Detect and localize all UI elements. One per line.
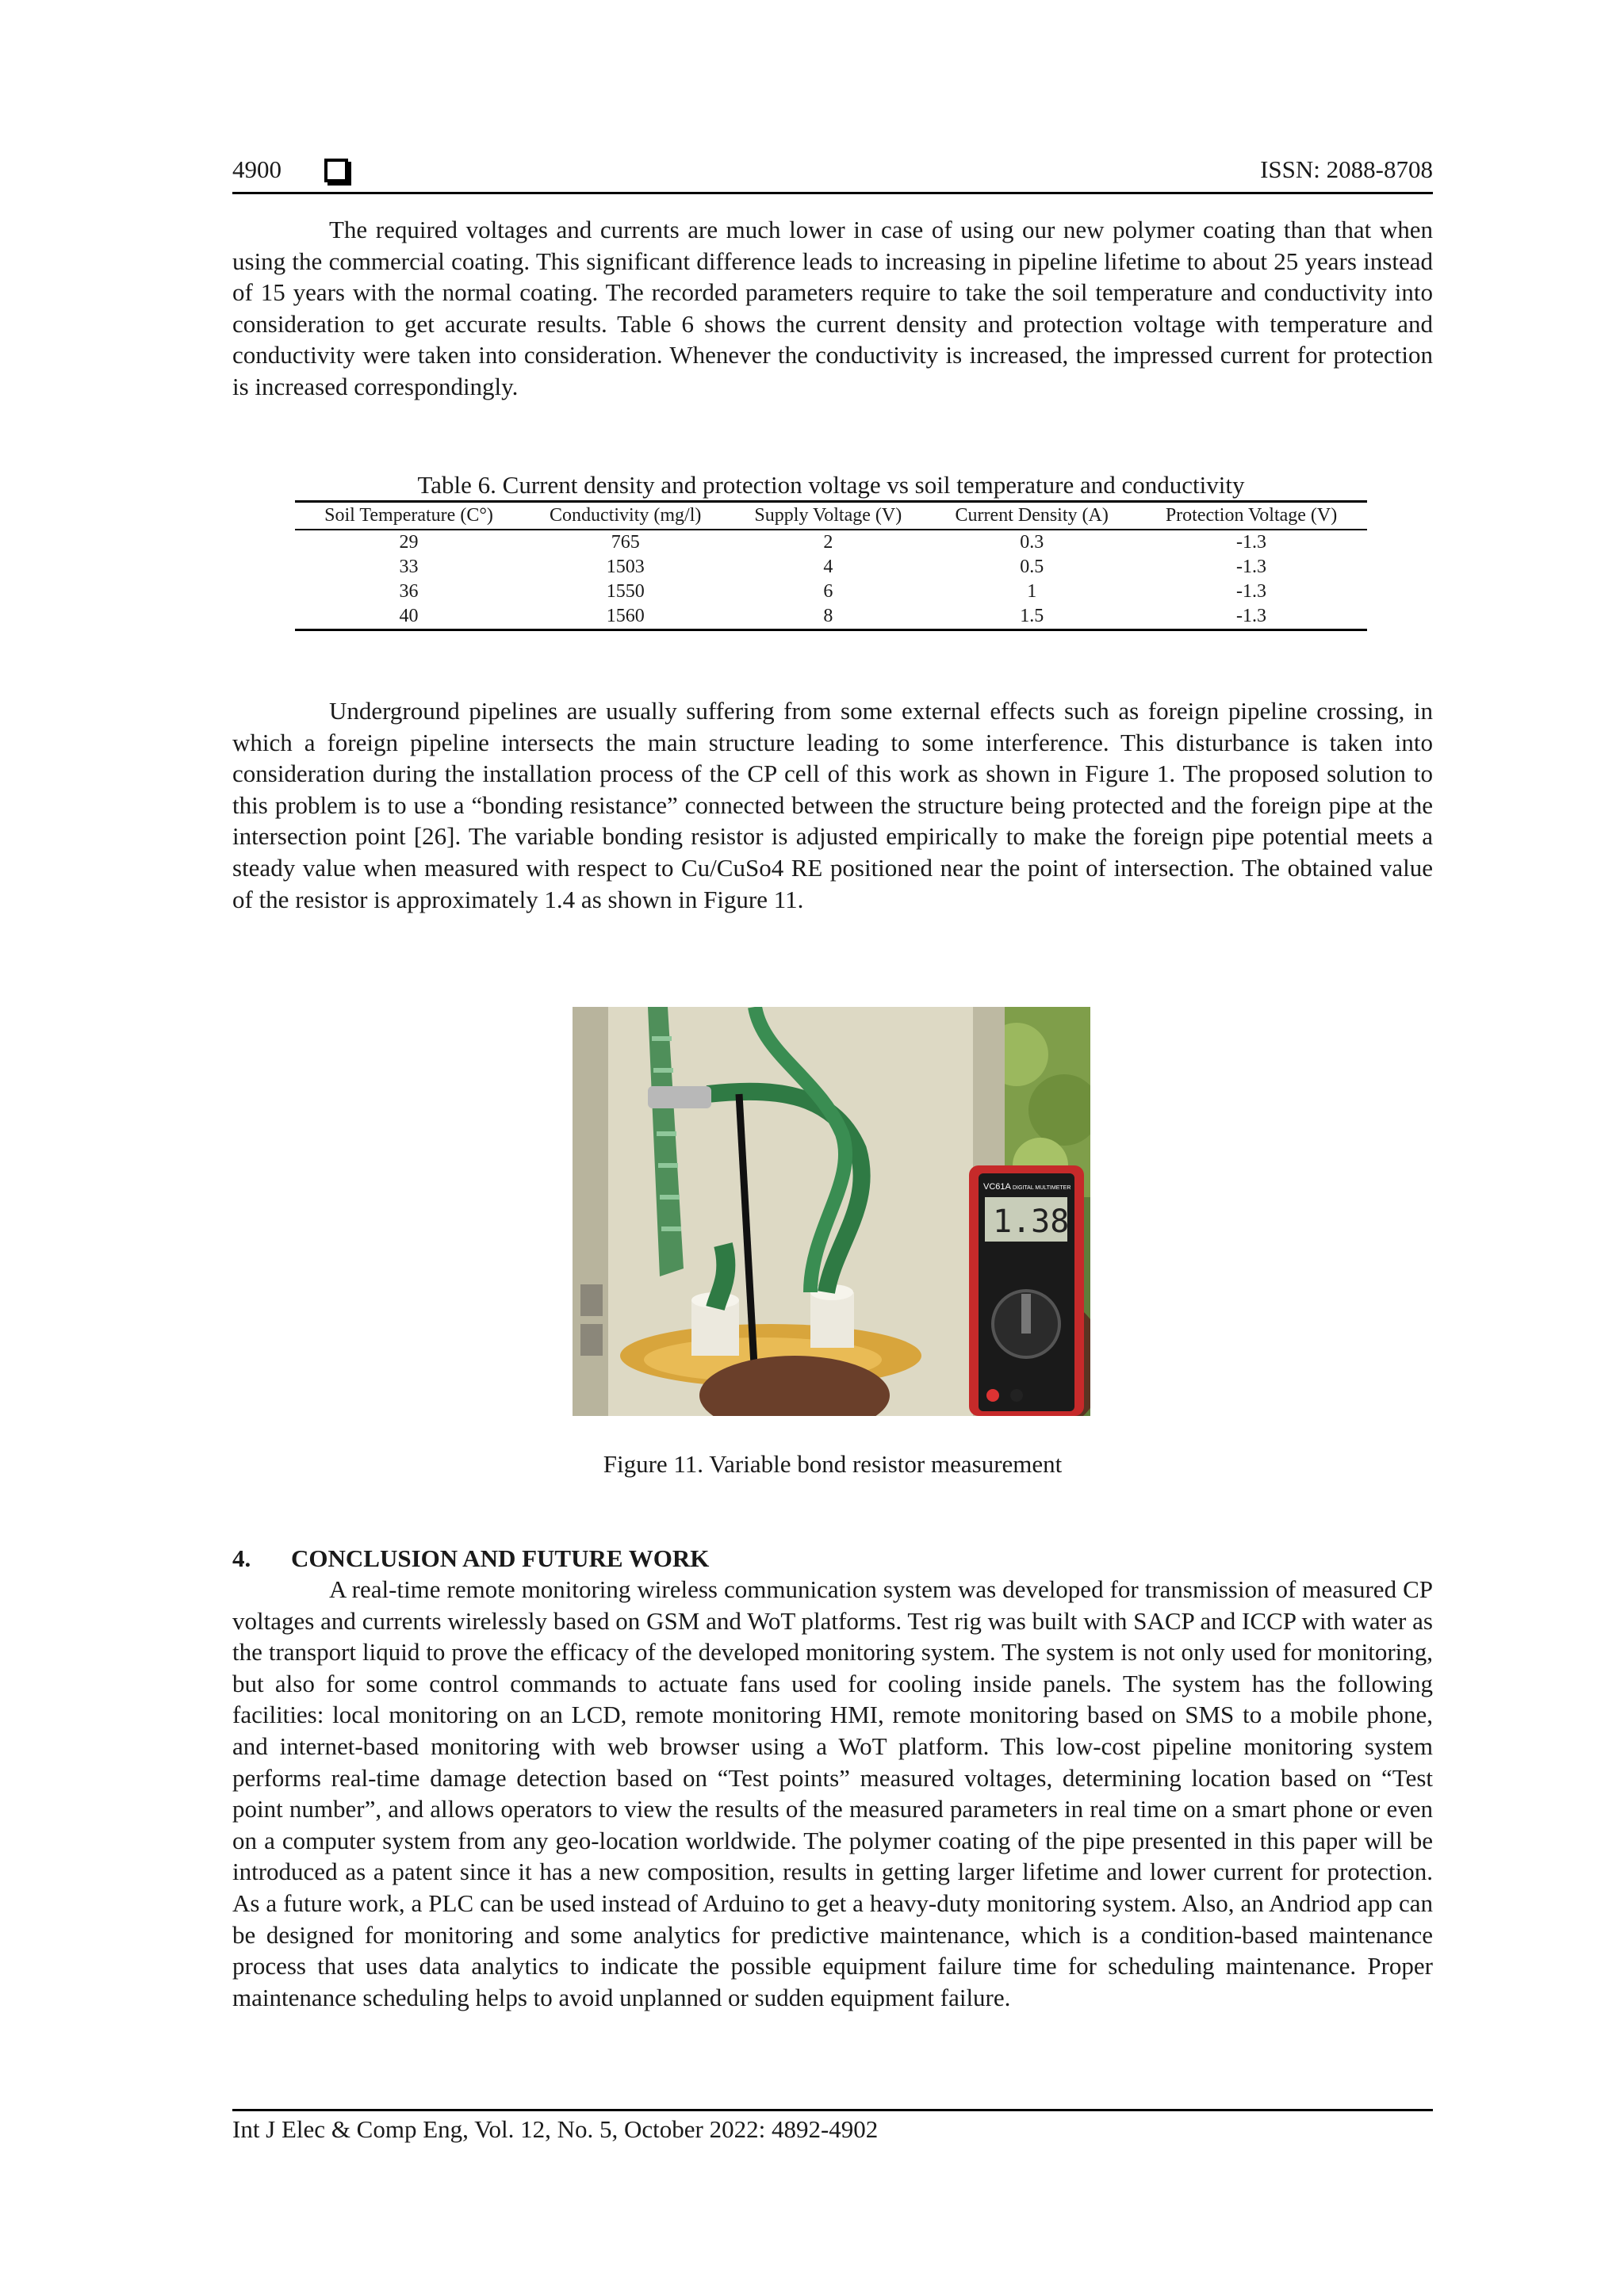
table-cell: 0.3 <box>1020 532 1044 553</box>
table-caption: Table 6. Current density and protection voltage vs soil temperature and conductivity <box>417 471 1245 499</box>
table-cell: 1550 <box>606 581 645 602</box>
table-row <box>295 580 1367 604</box>
table-cell: 4 <box>823 557 833 577</box>
paragraph-text: The required voltages and currents are much lower in case of using our new polymer coating than that when using the commercial coating. This significant difference leads to increasing in pipeline lifetime to about 25 years instead of 15 years with the normal coating. The recorded parameters require to take the soil temperature and conductivity into consideration to get accurate results. Table 6 shows the current density and protection voltage with temperature and conductivity were taken into consideration. Whenever the conductivity is increased, the impressed current for protection is increased correspondingly. <box>232 216 1433 400</box>
figure-photo <box>573 1007 1090 1416</box>
issn-label: ISSN: 2088-8708 <box>1260 155 1433 183</box>
meter-model-label: VC61A <box>983 1182 1011 1192</box>
data-table <box>295 500 1367 631</box>
table-cell: -1.3 <box>1236 581 1267 602</box>
table-row <box>295 530 1367 555</box>
body-paragraph-3 <box>232 1574 1433 2013</box>
meter-display: 1.38 <box>993 1203 1070 1240</box>
column-header: Conductivity (mg/l) <box>550 505 702 526</box>
section-number: 4. <box>232 1544 251 1572</box>
table-cell: 1 <box>1027 581 1037 602</box>
body-paragraph-1 <box>232 214 1433 403</box>
table-cell: 40 <box>399 606 419 626</box>
table-cell: -1.3 <box>1236 557 1267 577</box>
table-row <box>295 555 1367 580</box>
page-footer: Int J Elec & Comp Eng, Vol. 12, No. 5, October 2022: 4892-4902 <box>232 2115 879 2143</box>
page-header <box>232 155 1433 194</box>
paragraph-text: A real-time remote monitoring wireless communication system was developed for transmission of measured CP voltages and currents wirelessly based on GSM and WoT platforms. Test rig was built with SACP and ICCP with water as the transport liquid to prove the efficacy of the developed monitoring system. The system is not only used for monitoring, but also for some control commands to actuate fans used for cooling inside panels. The system has the following facilities: local monitoring on an LCD, remote monitoring HMI, remote monitoring based on SMS to a mobile phone, and internet-based monitoring with web browser using a WoT platform. This low-cost pipeline monitoring system performs real-time damage detection based on “Test points” measured voltages, determining location based on “Test point number”, and allows operators to view the results of the measured parameters in real time on a smart phone or even on a computer system from any geo-location worldwide. The polymer coating of the pipe presented in this paper will be introduced as a patent since it has a new composition, results in getting larger lifetime and lower current for protection. As a future work, a PLC can be used instead of Arduino to get a heavy-duty monitoring system. Also, an Andriod app can be designed for monitoring and some analytics for predictive maintenance, which is a condition-based maintenance process that uses data analytics to indicate the possible equipment failure time for scheduling maintenance. Proper maintenance scheduling helps to avoid unplanned or sudden equipment failure. <box>232 1575 1433 2011</box>
section-title: CONCLUSION AND FUTURE WORK <box>291 1544 710 1572</box>
table-cell: -1.3 <box>1236 606 1267 626</box>
table-cell: -1.3 <box>1236 532 1267 553</box>
page-number: 4900 <box>232 155 282 183</box>
table-cell: 29 <box>399 532 419 553</box>
table-cell: 2 <box>823 532 833 553</box>
column-header: Protection Voltage (V) <box>1165 505 1338 526</box>
table-cell: 1.5 <box>1020 606 1044 626</box>
column-header: Soil Temperature (C°) <box>324 505 493 526</box>
column-header: Supply Voltage (V) <box>754 505 902 526</box>
table-cell: 1560 <box>606 606 645 626</box>
table-cell: 0.5 <box>1020 557 1044 577</box>
paragraph-text: Underground pipelines are usually suffering from some external effects such as foreign pipeline crossing, in which a foreign pipeline intersects the main structure leading to some interference. This disturbance is taken into consideration during the installation process of the CP cell of this work as shown in Figure 1. The proposed solution to this problem is to use a “bonding resistance” connected between the structure being protected and the foreign pipe at the intersection point [26]. The variable bonding resistor is adjusted empirically to make the foreign pipe potential meets a steady value when measured with respect to Cu/CuSo4 RE positioned near the point of intersection. The obtained value of the resistor is approximately 1.4 as shown in Figure 11. <box>232 697 1433 913</box>
column-header: Current Density (A) <box>955 505 1109 526</box>
table-header-row <box>295 502 1367 530</box>
table-cell: 36 <box>399 581 419 602</box>
table-cell: 765 <box>611 532 640 553</box>
table-row <box>295 604 1367 630</box>
footer-divider <box>232 2109 1433 2111</box>
section-heading <box>232 1544 709 1573</box>
table-cell: 8 <box>823 606 833 626</box>
meter-type-label: DIGITAL MULTIMETER <box>1013 1185 1071 1191</box>
table-cell: 33 <box>399 557 419 577</box>
table-cell: 6 <box>823 581 833 602</box>
figure-caption: Figure 11. Variable bond resistor measurement <box>603 1450 1063 1478</box>
table-cell: 1503 <box>606 557 645 577</box>
body-paragraph-2 <box>232 695 1433 915</box>
square-bullet-icon <box>324 159 348 182</box>
